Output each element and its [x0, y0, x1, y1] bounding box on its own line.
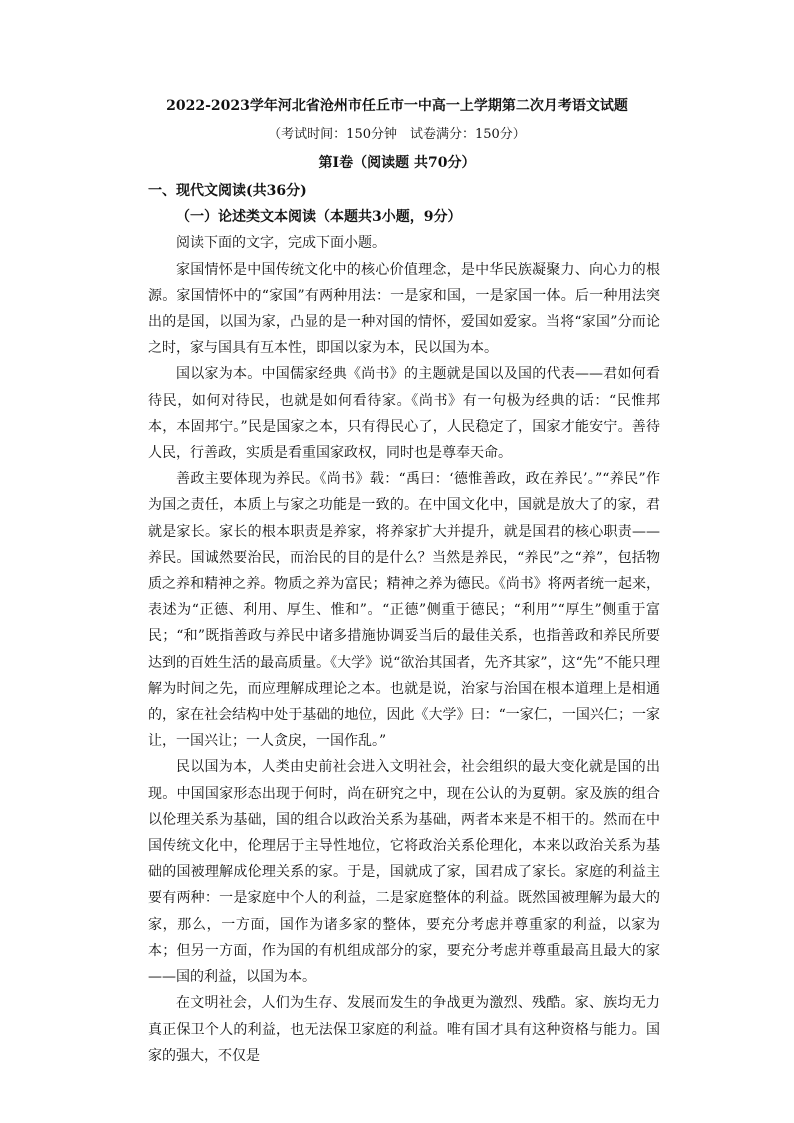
- exam-title: 2022-2023学年河北省沧州市任丘市一中高一上学期第二次月考语文试题: [166, 98, 628, 114]
- subsection-heading: （一）论述类文本阅读（本题共3小题，9分）: [176, 209, 462, 226]
- passage-paragraph-4: 民以国为本，人类由史前社会进入文明社会，社会组织的最大变化就是国的出现。中国国家形态出现于何时，尚在研究之中，现在公认的为夏朝。家及族的组合以伦理关系为基础，国的组合以政治关系为基础，两者本来是不相干的。然而在中国传统文化中，伦理居于主导性地位，它将政治关系伦理化，本来以政治关系为基础的国被理解成伦理关系的家。于是，国就成了家，国君成了家长。家庭的利益主要有两种：一是家庭中个人的利益，二是家庭整体的利益。既然国被理解为最大的家，那么，一方面，国作为诸多家的整体，要充分考虑并尊重家的利益，以家为本；但另一方面，作为国的有机组成部分的家，要充分考虑并尊重最高且最大的家——国的利益，以国为本。: [148, 759, 660, 986]
- exam-info: （考试时间：150分钟 试卷满分：150分）: [268, 127, 526, 142]
- instruction-text: 阅读下面的文字，完成下面小题。: [176, 235, 386, 252]
- part-heading: 第Ⅰ卷（阅读题 共70分）: [318, 155, 476, 171]
- passage-paragraph-3: 善政主要体现为养民。《尚书》载：“禹曰：‘德惟善政，政在养民’。”“养民”作为国之责任，本质上与家之功能是一致的。在中国文化中，国就是放大了的家，君就是家长。家长的根本职责是养家，将养家扩大并提升，就是国君的核心职责——养民。国诚然要治民，而治民的目的是什么？当然是养民，“养民”之“养”，包括物质之养和精神之养。物质之养为富民；精神之养为德民。《尚书》将两者统一起来，表述为“正德、利用、厚生、惟和”。“正德”侧重于德民；“利用”“厚生”侧重于富民；“和”既指善政与养民中诸多措施协调妥当后的最佳关系，也指善政和养民所要达到的百姓生活的最高质量。《大学》说“欲治其国者，先齐其家”，这“先”不能只理解为时间之先，而应理解成理论之本。也就是说，治家与治国在根本道理上是相通的，家在社会结构中处于基础的地位，因此《大学》曰：“一家仁，一国兴仁；一家让，一国兴让；一人贪戾，一国作乱。”: [148, 471, 660, 750]
- section-heading: 一、现代文阅读(共36分): [148, 183, 307, 199]
- passage-paragraph-1: 家国情怀是中国传统文化中的核心价值理念，是中华民族凝聚力、向心力的根源。家国情怀中的“家国”有两种用法：一是家和国，一是家国一体。后一种用法突出的是国，以国为家，凸显的是一种对国的情怀，爱国如爱家。当将“家国”分而论之时，家与国具有互本性，即国以家为本，民以国为本。: [148, 261, 660, 357]
- passage-paragraph-5: 在文明社会，人们为生存、发展而发生的争战更为激烈、残酷。家、族均无力真正保卫个人的利益，也无法保卫家庭的利益。唯有国才具有这种资格与能力。国家的强大，不仅是: [148, 995, 660, 1064]
- document-body: [148, 178, 660, 1069]
- passage-paragraph-2: 国以家为本。中国儒家经典《尚书》的主题就是国以及国的代表——君如何看待民，如何对待民，也就是如何看待家。《尚书》有一句极为经典的话：“民惟邦本，本固邦宁。”民是国家之本，只有得民心了，人民稳定了，国家才能安宁。善待人民，行善政，实质是看重国家政权，同时也是尊奉天命。: [148, 366, 660, 462]
